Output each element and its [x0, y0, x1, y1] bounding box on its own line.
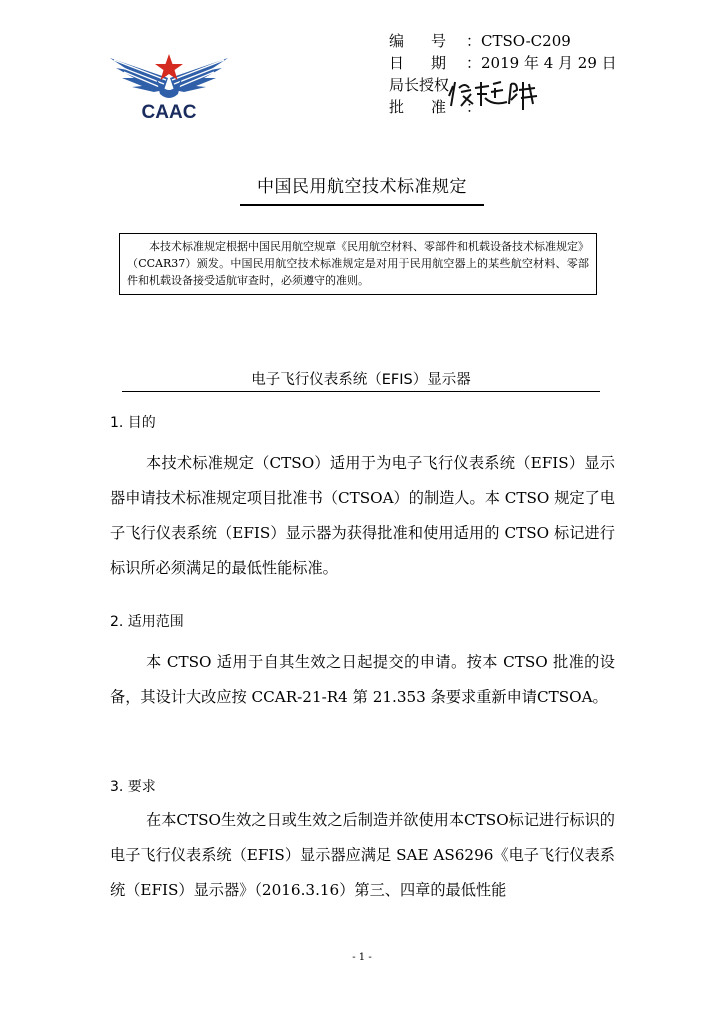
section-heading-purpose: 1. 目的 — [110, 415, 156, 431]
meta-label: 准 — [431, 98, 447, 116]
section-heading-scope: 2. 适用范围 — [110, 614, 184, 630]
logo-text: CAAC — [141, 102, 197, 123]
meta-label: 日 — [389, 54, 405, 72]
meta-row-authorized — [389, 74, 617, 96]
document-meta — [389, 30, 617, 118]
meta-value: ： — [466, 98, 482, 116]
page-number: - 1 - — [352, 952, 372, 963]
document-title: 中国民用航空技术标准规定 — [257, 177, 467, 197]
section-body-scope: 本 CTSO 适用于自其生效之日起提交的申请。按本 CTSO 批准的设备，其设计大改应按 CCAR-21-R4 第 21.353 条要求重新申请CTSOA。 — [110, 653, 615, 706]
notice-box: 本技术标准规定根据中国民用航空规章《民用航空材料、零部件和机载设备技术标准规定》（CCAR37）颁发。中国民用航空技术标准规定是对用于民用航空器上的某些航空材料、零部件和机载设备接受适航审查时，必须遵守的准则。 — [119, 233, 597, 295]
meta-label: 局长授权 — [389, 76, 450, 94]
meta-row-number — [389, 30, 617, 52]
meta-label: 编 — [389, 32, 405, 50]
section-body-requirements: 在本CTSO生效之日或生效之后制造并欲使用本CTSO标记进行标识的电子飞行仪表系统（EFIS）显示器应满足 SAE AS6296《电子飞行仪表系统（EFIS）显示器》（2016.3.16）第三、四章的最低性能 — [110, 811, 615, 899]
section-body-purpose: 本技术标准规定（CTSO）适用于为电子飞行仪表系统（EFIS）显示器申请技术标准规定项目批准书（CTSOA）的制造人。本 CTSO 规定了电子飞行仪表系统（EFIS）显示器为获得批准和使用适用的 CTSO 标记进行标识所必须满足的最低性能标准。 — [110, 454, 615, 577]
standard-title: 电子飞行仪表系统（EFIS）显示器 — [251, 372, 471, 388]
meta-row-date — [389, 52, 617, 74]
standard-title-underline — [122, 391, 600, 392]
section-heading-requirements: 3. 要求 — [110, 779, 156, 795]
meta-label: 期 — [431, 54, 447, 72]
document-date: ：2019 年 4 月 29 日 — [466, 54, 617, 72]
document-number: ：CTSO-C209 — [466, 32, 571, 50]
caac-logo — [108, 50, 230, 124]
meta-label: 批 — [389, 98, 405, 116]
meta-label: 号 — [431, 32, 447, 50]
title-underline — [240, 204, 484, 206]
